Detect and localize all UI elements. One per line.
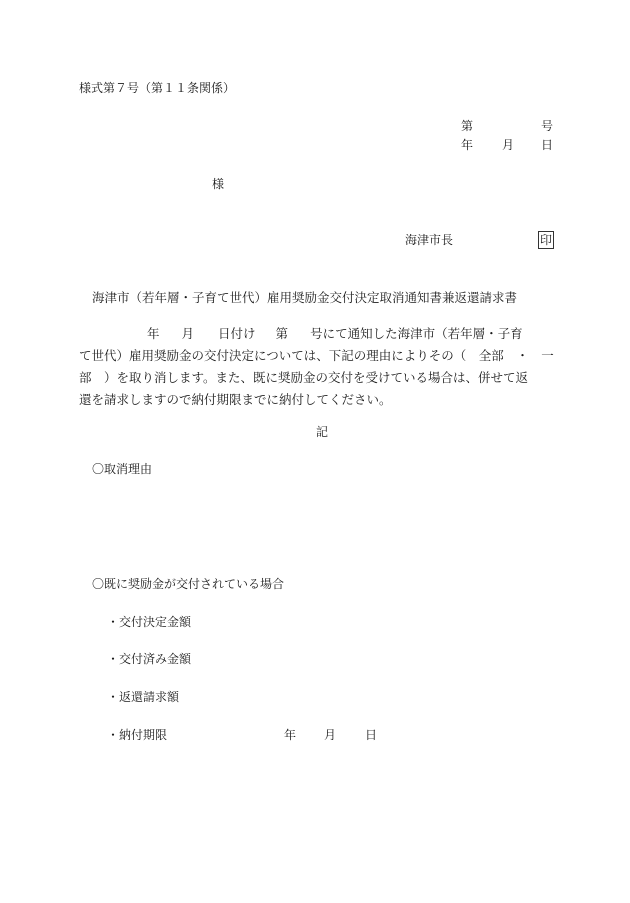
doc-number-prefix: 第	[461, 119, 474, 133]
document-title: 海津市（若年層・子育て世代）雇用奨励金交付決定取消通知書兼返還請求書	[92, 290, 518, 305]
form-number: 様式第７号（第１１条関係）	[79, 81, 236, 95]
date-month: 月	[502, 138, 515, 152]
ki-heading: 記	[316, 425, 329, 439]
item-deadline: ・納付期限	[107, 728, 168, 742]
issuer-seal	[538, 231, 554, 249]
seal-mark: 印	[540, 233, 553, 247]
section-reason-heading: 〇取消理由	[92, 462, 153, 476]
body-line-1: 年 月 日付け 第 号にて通知した海津市（若年層・子育	[147, 326, 523, 341]
doc-number-suffix: 号	[541, 119, 554, 133]
deadline-month: 月	[324, 728, 337, 742]
section-paid-heading: 〇既に奨励金が交付されている場合	[92, 577, 285, 591]
deadline-year: 年	[284, 728, 297, 742]
date-year: 年	[461, 138, 474, 152]
deadline-day: 日	[365, 728, 378, 742]
item-paid-amount: ・交付済み金額	[107, 652, 192, 666]
issuer-name: 海津市長	[405, 233, 454, 247]
body-paragraph	[79, 323, 579, 411]
recipient-suffix: 様	[212, 177, 225, 191]
body-line-3: 部 ）を取り消します。また、既に奨励金の交付を受けている場合は、併せて返	[79, 370, 529, 385]
body-line-2: て世代）雇用奨励金の交付決定については、下記の理由によりその（ 全部 ・ 一	[79, 348, 554, 363]
date-day: 日	[541, 138, 554, 152]
body-line-4: 還を請求しますので納付期限までに納付してください。	[79, 392, 392, 407]
item-decided-amount: ・交付決定金額	[107, 615, 192, 629]
item-refund-amount: ・返還請求額	[107, 690, 180, 704]
